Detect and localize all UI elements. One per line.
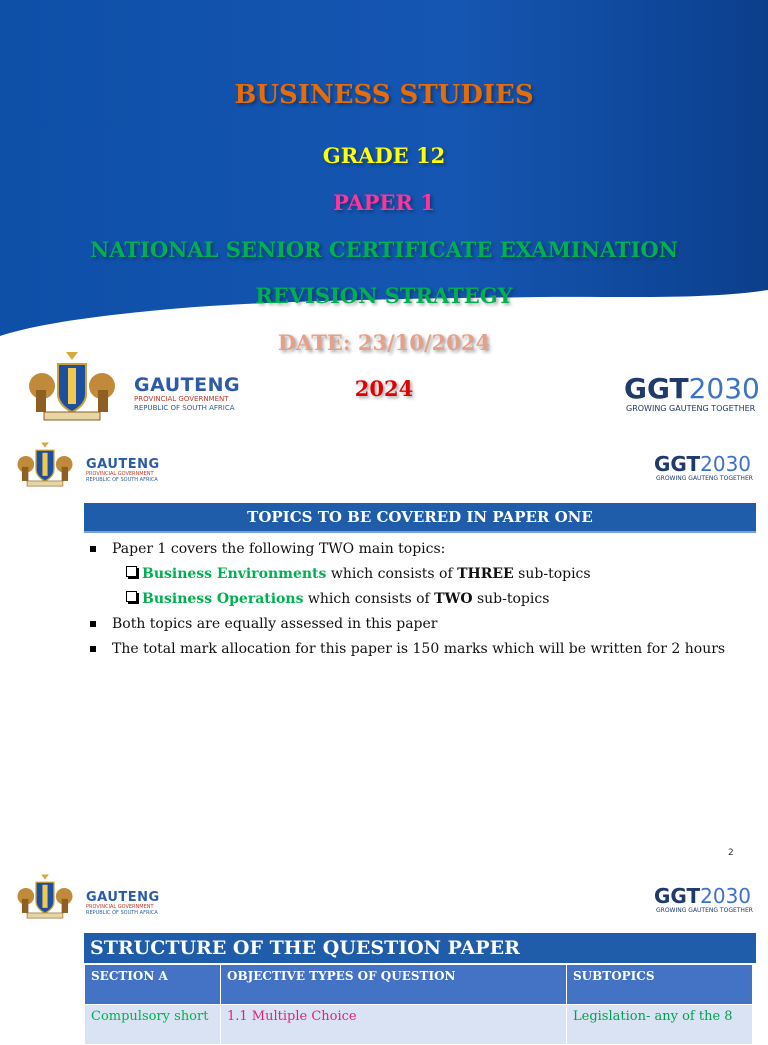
subject-title: BUSINESS STUDIES [234, 80, 534, 110]
ggt2030-logo: GGT2030 [654, 884, 752, 908]
column-header: SECTION A [85, 965, 221, 1005]
exam-label: NATIONAL SENIOR CERTIFICATE EXAMINATION [90, 237, 678, 262]
bullet-icon [90, 646, 96, 652]
gauteng-sub2: REPUBLIC OF SOUTH AFRICA [86, 477, 158, 483]
table-cell: Legislation- any of the 8 [567, 1005, 753, 1045]
table-cell: Compulsory short [85, 1005, 221, 1045]
page-number: 2 [728, 848, 734, 858]
checkbox-bullet-icon [126, 566, 137, 577]
revision-label: REVISION STRATEGY [255, 283, 513, 308]
gauteng-sub2: REPUBLIC OF SOUTH AFRICA [134, 404, 235, 412]
gauteng-sub1: PROVINCIAL GOVERNMENT [86, 471, 154, 477]
structure-title: STRUCTURE OF THE QUESTION PAPER [84, 933, 756, 963]
sub-bullet-item: Business Operations which consists of TWO sub-topics [126, 591, 549, 607]
coat-of-arms-icon [12, 440, 78, 488]
bullet-item: Paper 1 covers the following TWO main topics: [112, 541, 445, 557]
column-header: SUBTOPICS [567, 965, 753, 1005]
ggt2030-logo: GGT2030 [624, 372, 760, 405]
bullet-item: Both topics are equally assessed in this paper [112, 616, 438, 632]
structure-table [84, 964, 753, 1045]
gauteng-wordmark: GAUTENG [86, 890, 160, 905]
gauteng-sub2: REPUBLIC OF SOUTH AFRICA [86, 910, 158, 916]
gauteng-sub1: PROVINCIAL GOVERNMENT [134, 395, 229, 403]
gauteng-wordmark: GAUTENG [86, 457, 160, 472]
ggt-tagline: GROWING GAUTENG TOGETHER [656, 907, 753, 914]
table-header-row [85, 965, 753, 1005]
table-row [85, 1005, 753, 1045]
bullet-item: The total mark allocation for this paper is 150 marks which will be written for 2 hours [112, 641, 725, 657]
coat-of-arms-icon [22, 348, 122, 423]
ggt-tagline: GROWING GAUTENG TOGETHER [626, 404, 756, 413]
date-label: DATE: 23/10/2024 [277, 330, 491, 355]
sub-bullet-item: Business Environments which consists of THREE sub-topics [126, 566, 591, 582]
column-header: OBJECTIVE TYPES OF QUESTION [221, 965, 567, 1005]
gauteng-wordmark: GAUTENG [134, 374, 241, 396]
gauteng-sub1: PROVINCIAL GOVERNMENT [86, 904, 154, 910]
ggt2030-logo: GGT2030 [654, 452, 752, 476]
bullet-icon [90, 621, 96, 627]
year-label: 2024 [354, 376, 414, 401]
checkbox-bullet-icon [126, 591, 137, 602]
topics-header: TOPICS TO BE COVERED IN PAPER ONE [84, 503, 756, 533]
coat-of-arms-icon [12, 872, 78, 920]
table-cell: 1.1 Multiple Choice [221, 1005, 567, 1045]
grade-label: GRADE 12 [322, 143, 446, 168]
title-slide [0, 0, 768, 430]
ggt-tagline: GROWING GAUTENG TOGETHER [656, 475, 753, 482]
bullet-icon [90, 546, 96, 552]
paper-label: PAPER 1 [333, 190, 435, 215]
